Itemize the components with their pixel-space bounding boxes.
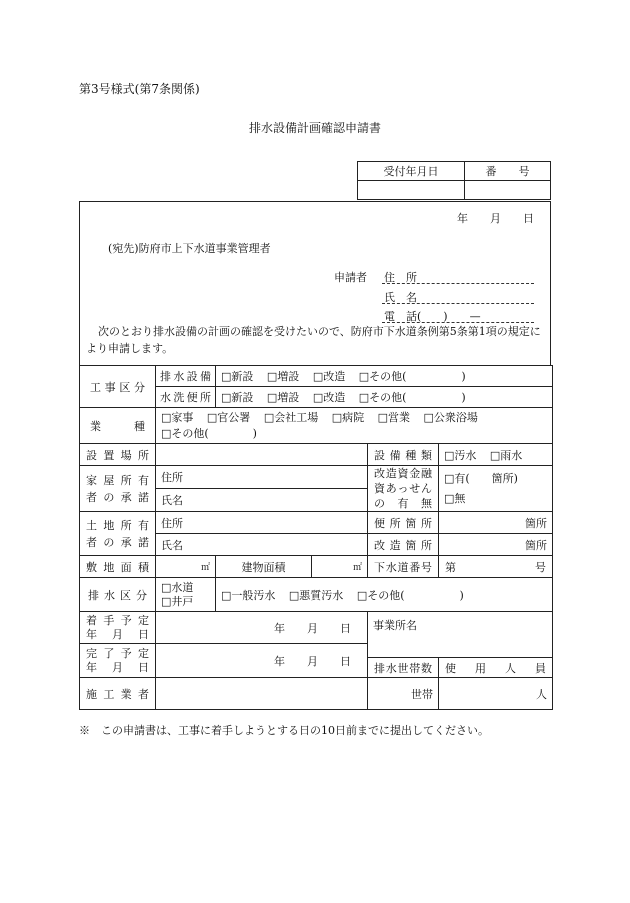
start-date-value[interactable]: 年 月 日 (156, 612, 368, 644)
construction-label: 工 事 区 分 (80, 366, 156, 408)
location-label: 設 置 場 所 (80, 444, 156, 466)
land-owner-label: 土 地 所 有 者 の 承 諾 (80, 512, 156, 556)
option-business[interactable]: □営業 (377, 410, 411, 424)
option-extension[interactable]: □増設 (266, 391, 300, 404)
form-number: 第3号様式(第7条関係) (79, 82, 200, 96)
drainage-label: 排 水 区 分 (80, 578, 156, 612)
construction-options-drainage[interactable] (216, 366, 553, 387)
contractor-value[interactable] (156, 678, 368, 710)
completion-date-label: 完 了 予 定 年 月 日 (80, 644, 156, 678)
facility-type-label: 設 備 種 類 (368, 444, 439, 466)
construction-sub-toilet: 水 洗 便 所 (156, 387, 216, 408)
receipt-date-cell[interactable] (358, 181, 465, 200)
receipt-number-cell[interactable] (465, 181, 551, 200)
applicant-phone-label: 電 話( ) — (384, 310, 481, 323)
application-date[interactable]: 年 月 日 (457, 212, 534, 225)
option-well[interactable]: □井戸 (161, 594, 194, 608)
option-bathhouse[interactable]: □公衆浴場 (423, 410, 478, 424)
option-yes[interactable]: □有( 箇所) (444, 471, 518, 485)
option-sewage[interactable]: □汚水 (444, 448, 477, 462)
option-harmful-sewage[interactable]: □悪質汚水 (288, 588, 344, 602)
submission-note: ※ この申請書は、工事に着手しようとする日の10日前までに提出してください。 (79, 724, 489, 737)
business-options[interactable] (156, 408, 553, 444)
option-rainwater[interactable]: □雨水 (489, 448, 523, 462)
option-extension[interactable]: □増設 (266, 370, 300, 383)
office-name-label: 事業所名 (373, 619, 417, 632)
option-waterworks[interactable]: □水道 (161, 580, 194, 594)
receipt-number-header: 番 号 (465, 162, 551, 181)
contractor-label: 施 工 業 者 (80, 678, 156, 710)
water-source-options[interactable] (156, 578, 216, 612)
sewer-number-label: 下 水 道 番 号 (368, 556, 439, 578)
receipt-box (357, 161, 551, 200)
drainage-type-options[interactable] (216, 578, 553, 612)
house-owner-address[interactable]: 住所 (156, 466, 368, 489)
option-renovation[interactable]: □改造 (312, 370, 346, 383)
renovation-count-value[interactable]: 箇所 (439, 534, 553, 556)
option-renovation[interactable]: □改造 (312, 391, 346, 404)
office-name-cell[interactable] (368, 612, 553, 658)
building-area-value[interactable]: ㎡ (312, 556, 368, 578)
option-no[interactable]: □無 (444, 491, 466, 505)
site-area-value[interactable]: ㎡ (156, 556, 216, 578)
document-title: 排水設備計画確認申請書 (248, 121, 381, 135)
applicant-label: 申請者 (334, 271, 367, 284)
house-owner-label: 家 屋 所 有 者 の 承 諾 (80, 466, 156, 512)
option-new[interactable]: □新設 (221, 370, 254, 383)
location-value[interactable] (156, 444, 368, 466)
request-text: 次のとおり排水設備の計画の確認を受けたいので、防府市下水道条例第5条第1項の規定により申請します。 (86, 325, 541, 355)
applicant-address-label: 住 所 (384, 271, 417, 284)
households-label: 排 水 世 帯 数 (368, 658, 439, 678)
application-table (79, 365, 553, 710)
users-label: 使 用 人 員 (439, 658, 553, 678)
facility-type-options[interactable] (439, 444, 553, 466)
option-other[interactable]: □その他( ) (356, 588, 464, 602)
option-other[interactable]: □その他( ) (161, 426, 257, 440)
addressee: (宛先)防府市上下水道事業管理者 (108, 242, 271, 255)
option-public-office[interactable]: □官公署 (206, 410, 251, 424)
applicant-name-label: 氏 名 (384, 291, 417, 304)
application-frame (79, 201, 551, 365)
toilet-count-value[interactable]: 箇所 (439, 512, 553, 534)
option-other[interactable]: □その他( ) (358, 370, 466, 383)
loan-label: 改 造 資 金 融 資 あ っ せ ん の 有 無 (368, 466, 439, 512)
building-area-label: 建物面積 (216, 556, 312, 578)
option-new[interactable]: □新設 (221, 391, 254, 404)
house-owner-name[interactable]: 氏名 (156, 489, 368, 512)
completion-date-value[interactable]: 年 月 日 (156, 644, 368, 678)
applicant-name-line[interactable] (382, 303, 534, 304)
renovation-count-label: 改 造 箇 所 (368, 534, 439, 556)
option-company-factory[interactable]: □会社工場 (263, 410, 319, 424)
applicant-address-line[interactable] (382, 283, 534, 284)
option-other[interactable]: □その他( ) (358, 391, 466, 404)
receipt-date-header: 受付年月日 (358, 162, 465, 181)
option-hospital[interactable]: □病院 (331, 410, 365, 424)
toilet-count-label: 便 所 箇 所 (368, 512, 439, 534)
option-household[interactable]: □家事 (161, 410, 194, 424)
land-owner-address[interactable]: 住所 (156, 512, 368, 534)
option-general-sewage[interactable]: □一般汚水 (221, 588, 276, 602)
construction-options-toilet[interactable] (216, 387, 553, 408)
sewer-number-value[interactable]: 第 号 (439, 556, 553, 578)
construction-sub-drainage: 排 水 設 備 (156, 366, 216, 387)
users-value[interactable]: 人 (439, 678, 553, 710)
loan-options[interactable] (439, 466, 553, 512)
land-owner-name[interactable]: 氏名 (156, 534, 368, 556)
households-value[interactable]: 世帯 (368, 678, 439, 710)
start-date-label: 着 手 予 定 年 月 日 (80, 612, 156, 644)
business-label: 業 種 (80, 408, 156, 444)
site-area-label: 敷 地 面 積 (80, 556, 156, 578)
